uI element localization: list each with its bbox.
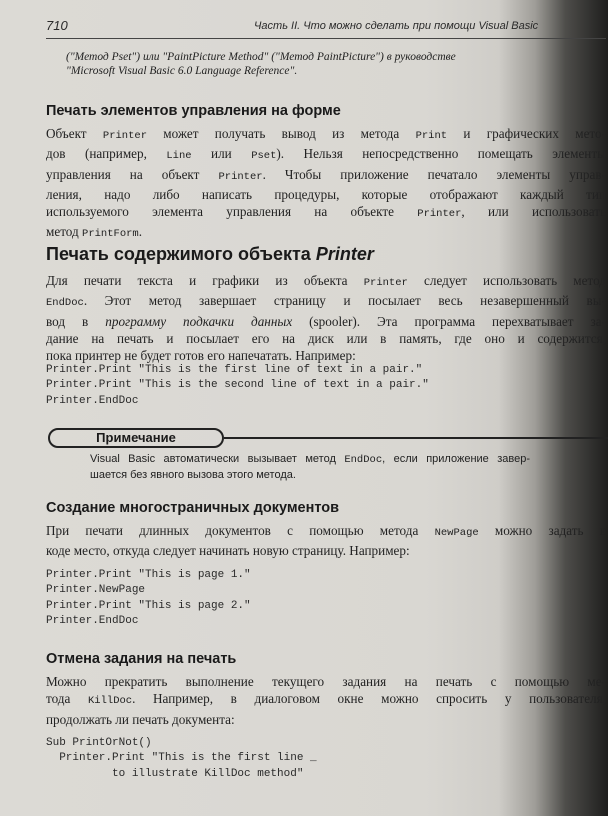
inline-code: EndDoc bbox=[46, 297, 84, 310]
text-line: тода KillDoc. Например, в диалоговом окне можно спросить у пользователя, bbox=[46, 691, 606, 708]
text-line: используемого элемента управления на объекте Printer, или использовать bbox=[46, 204, 606, 221]
section-heading-multipage: Создание многостраничных документов bbox=[46, 500, 340, 516]
code-block-newpage: Printer.Print "This is page 1." Printer.NewPage Printer.Print "This is page 2." Printer.EndDoc bbox=[46, 569, 251, 627]
text-line: EndDoc. Этот метод завершает страницу и посылает весь незавершенный вы- bbox=[46, 293, 606, 310]
text-line: Для печати текста и графики из объекта Printer следует использовать метод bbox=[46, 273, 607, 289]
heading-italic-term: Printer bbox=[315, 244, 374, 264]
intro-reference-note bbox=[66, 50, 456, 78]
section2-paragraph bbox=[46, 272, 606, 364]
section1-paragraph bbox=[46, 125, 606, 244]
page-number: 710 bbox=[46, 18, 68, 33]
inline-code: Line bbox=[166, 150, 192, 163]
inline-code: Printer bbox=[417, 208, 462, 221]
text-line: ления, надо либо написать процедуры, которые отображают каждый тип bbox=[46, 186, 606, 202]
intro-note-line: ("Метод Pset") или "PaintPicture Method" ("Метод PaintPicture") в руководстве bbox=[66, 51, 456, 63]
text-line: Можно прекратить выполнение текущего задания на печать с помощью ме- bbox=[46, 674, 606, 689]
inline-code: EndDoc bbox=[344, 454, 383, 466]
note-line: шается без явного вызова этого метода. bbox=[90, 468, 296, 481]
inline-code: Printer bbox=[102, 130, 147, 142]
section3-paragraph bbox=[46, 522, 606, 560]
intro-note-line: "Microsoft Visual Basic 6.0 Language Reference". bbox=[66, 65, 298, 77]
text-line: управления на объект Printer. Чтобы приложение печатало элементы управ- bbox=[46, 166, 606, 183]
section-heading-print-controls: Печать элементов управления на форме bbox=[46, 103, 341, 119]
inline-code: Print bbox=[415, 130, 448, 142]
text-line: дов (например, Line или Pset). Нельзя непосредственно помещать элементы bbox=[46, 146, 606, 163]
heading-text: Печать содержимого объекта bbox=[46, 244, 316, 264]
text-line: вод в программу подкачки данных (spooler). Эта программа перехватывает за- bbox=[46, 313, 606, 329]
inline-code: NewPage bbox=[434, 527, 479, 539]
inline-code: Pset bbox=[251, 150, 277, 163]
text-line: продолжать ли печать документа: bbox=[46, 711, 235, 727]
note-rule bbox=[224, 437, 608, 439]
section-heading-print-printer bbox=[46, 244, 374, 265]
text-line: При печати длинных документов с помощью метода NewPage можно задать в bbox=[46, 523, 606, 539]
note-text bbox=[90, 452, 530, 482]
emphasis: программу подкачки данных bbox=[105, 313, 293, 329]
inline-code: Printer bbox=[363, 277, 408, 289]
running-title: Часть II. Что можно сделать при помощи Visual Basic bbox=[254, 20, 539, 32]
inline-code: PrintForm bbox=[82, 228, 139, 241]
section-heading-cancel-print: Отмена задания на печать bbox=[46, 651, 237, 667]
section4-paragraph bbox=[46, 673, 606, 728]
text-line: пока принтер не будет готов его напечатать. Например: bbox=[46, 348, 356, 364]
inline-code: Printer bbox=[218, 170, 263, 183]
text-line: метод PrintForm. bbox=[46, 224, 143, 241]
text-line: Объект Printer может получать вывод из метода Print и графических мето- bbox=[46, 126, 607, 142]
inline-code: KillDoc bbox=[88, 695, 133, 708]
text-line: коде место, откуда следует начинать новую страницу. Например: bbox=[46, 543, 410, 559]
note-label: Примечание bbox=[48, 428, 224, 448]
text-line: дание на печать и посылает его на диск или в память, где оно и содержится, bbox=[46, 330, 606, 346]
note-line: Visual Basic автоматически вызывает метод EndDoc, если приложение завер- bbox=[90, 453, 530, 466]
page-header bbox=[46, 18, 606, 39]
code-block-killdoc: Sub PrintOrNot() Printer.Print "This is the first line _ to illustrate KillDoc method" bbox=[46, 737, 317, 780]
code-block-enddoc: Printer.Print "This is the first line of text in a pair." Printer.Print "This is the second line of text in a pair." Printer.EndDoc bbox=[46, 364, 429, 407]
